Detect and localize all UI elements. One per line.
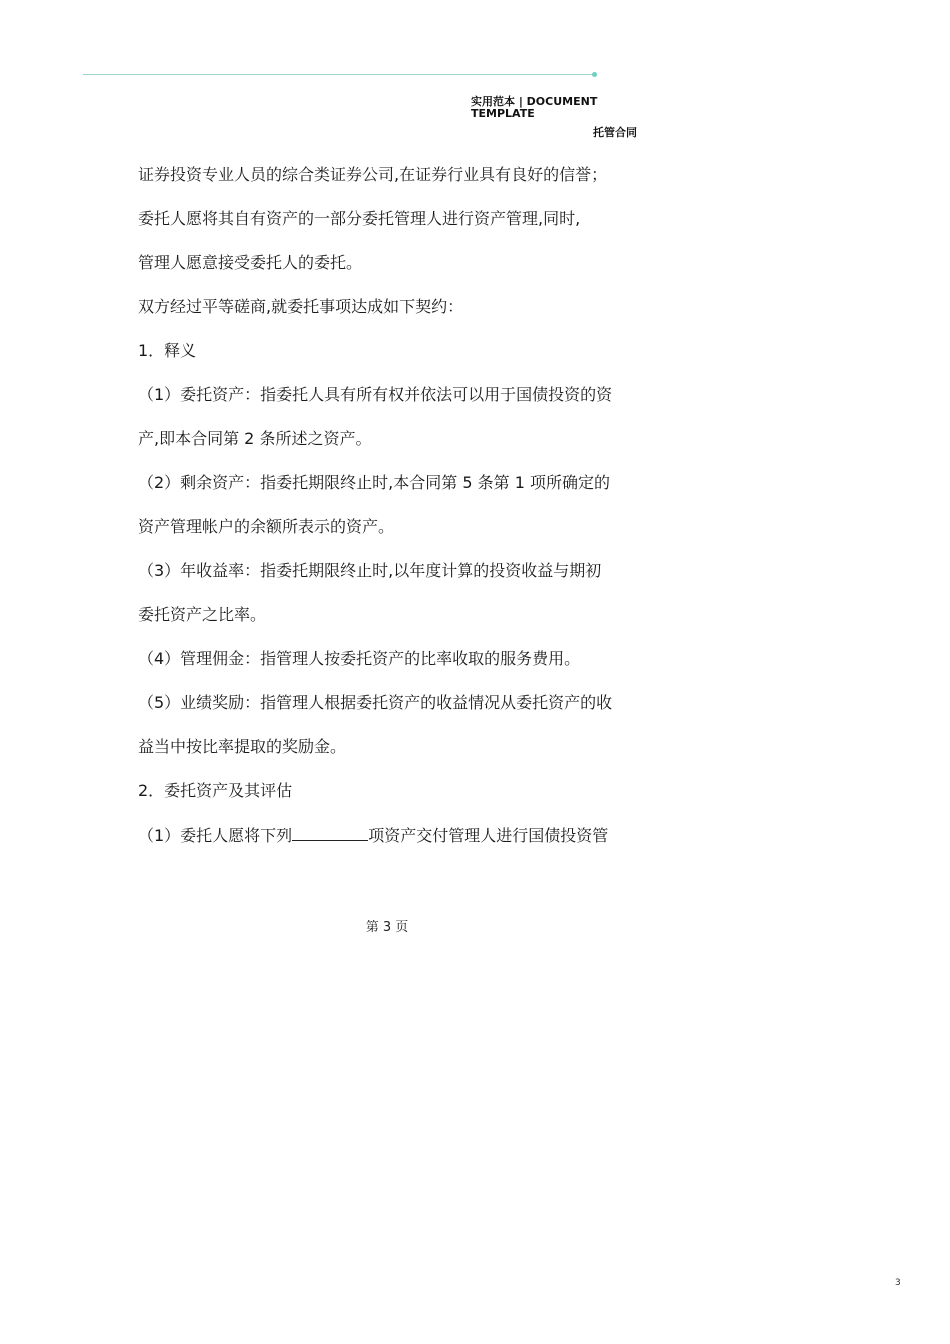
paragraph-text-after-blank: 项资产交付管理人进行国债投资管 — [368, 826, 609, 845]
paragraph: （5）业绩奖励：指管理人根据委托资产的收益情况从委托资产的收 — [138, 693, 613, 712]
paragraph-with-blank — [138, 824, 658, 868]
paragraph: 资产管理帐户的余额所表示的资产。 — [138, 517, 395, 536]
page-corner-number: 3 — [895, 1278, 901, 1288]
paragraph: 管理人愿意接受委托人的委托。 — [138, 253, 363, 272]
paragraph: 益当中按比率提取的奖励金。 — [138, 737, 347, 756]
paragraph: （1）委托资产：指委托人具有所有权并依法可以用于国债投资的资 — [138, 385, 613, 404]
page-footer: 第 3 页 — [365, 920, 409, 935]
header-doc-title: 托管合同 — [593, 126, 637, 139]
fill-in-blank — [292, 824, 368, 841]
paragraph: 双方经过平等磋商,就委托事项达成如下契约： — [138, 297, 464, 316]
header-rule — [83, 74, 595, 75]
paragraph: 委托资产之比率。 — [138, 605, 267, 624]
paragraph-text-before-blank: （1）委托人愿将下列 — [138, 826, 293, 845]
paragraph: 证券投资专业人员的综合类证券公司,在证券行业具有良好的信誉； — [138, 165, 608, 184]
document-body — [138, 164, 658, 868]
section-heading: 2．委托资产及其评估 — [138, 781, 293, 800]
header-label: 实用范本 | DOCUMENT TEMPLATE — [471, 95, 598, 120]
paragraph: （4）管理佣金：指管理人按委托资产的比率收取的服务费用。 — [138, 649, 581, 668]
paragraph: 委托人愿将其自有资产的一部分委托管理人进行资产管理,同时, — [138, 209, 581, 228]
paragraph: （3）年收益率：指委托期限终止时,以年度计算的投资收益与期初 — [138, 561, 602, 580]
paragraph: （2）剩余资产：指委托期限终止时,本合同第 5 条第 1 项所确定的 — [138, 473, 610, 492]
header-rule-dot — [592, 72, 597, 77]
section-heading: 1．释义 — [138, 341, 197, 360]
paragraph: 产,即本合同第 2 条所述之资产。 — [138, 429, 372, 448]
